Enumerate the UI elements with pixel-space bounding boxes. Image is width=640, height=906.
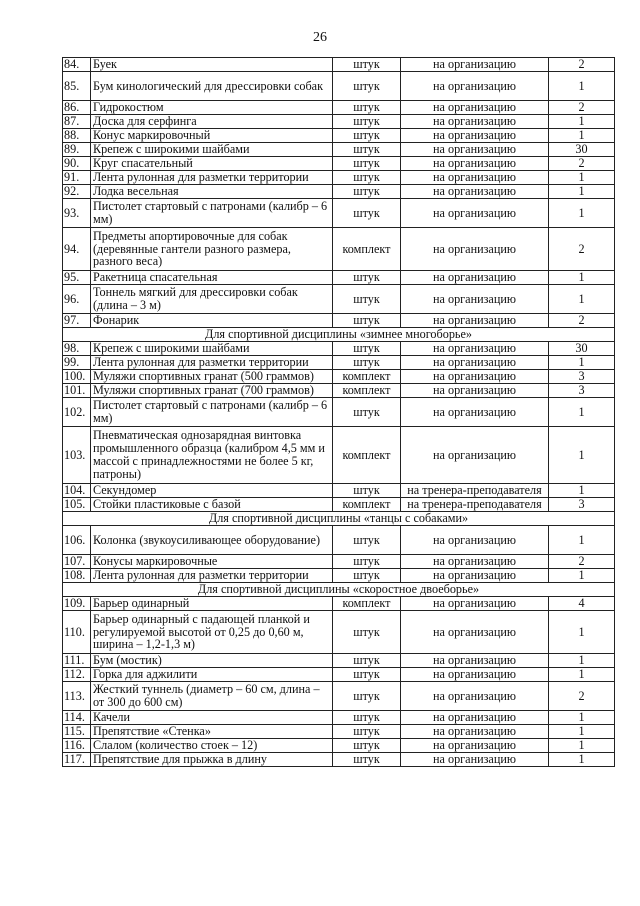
accounting-unit: на организацию — [401, 314, 549, 328]
row-number: 100. — [63, 370, 91, 384]
accounting-unit: на организацию — [401, 753, 549, 767]
item-name: Жесткий туннель (диаметр – 60 см, длина – от 300 до 600 см) — [91, 682, 333, 711]
unit-of-measure: штук — [333, 342, 401, 356]
accounting-unit: на организацию — [401, 555, 549, 569]
row-number: 105. — [63, 498, 91, 512]
accounting-unit: на организацию — [401, 199, 549, 228]
item-name: Пневматическая однозарядная винтовка промышленного образца (калибром 4,5 мм и массой с принадлежностями не более 5 кг, патроны) — [91, 427, 333, 484]
item-name: Муляжи спортивных гранат (700 граммов) — [91, 384, 333, 398]
row-number: 107. — [63, 555, 91, 569]
item-name: Пистолет стартовый с патронами (калибр – 6 мм) — [91, 199, 333, 228]
quantity: 1 — [549, 398, 615, 427]
quantity: 1 — [549, 654, 615, 668]
item-name: Лента рулонная для разметки территории — [91, 171, 333, 185]
unit-of-measure: штук — [333, 143, 401, 157]
equipment-table — [62, 57, 615, 767]
unit-of-measure: штук — [333, 157, 401, 171]
row-number: 104. — [63, 484, 91, 498]
row-number: 109. — [63, 597, 91, 611]
accounting-unit: на организацию — [401, 171, 549, 185]
table-row — [63, 157, 615, 171]
unit-of-measure: штук — [333, 115, 401, 129]
table-row — [63, 228, 615, 271]
item-name: Конус маркировочный — [91, 129, 333, 143]
row-number: 106. — [63, 526, 91, 555]
row-number: 84. — [63, 58, 91, 72]
table-row — [63, 356, 615, 370]
quantity: 2 — [549, 682, 615, 711]
table-row — [63, 526, 615, 555]
accounting-unit: на тренера-преподавателя — [401, 498, 549, 512]
table-row — [63, 185, 615, 199]
item-name: Лента рулонная для разметки территории — [91, 569, 333, 583]
quantity: 3 — [549, 370, 615, 384]
unit-of-measure: штук — [333, 72, 401, 101]
row-number: 87. — [63, 115, 91, 129]
table-row — [63, 398, 615, 427]
accounting-unit: на организацию — [401, 427, 549, 484]
item-name: Ракетница спасательная — [91, 271, 333, 285]
accounting-unit: на тренера-преподавателя — [401, 484, 549, 498]
quantity: 4 — [549, 597, 615, 611]
unit-of-measure: штук — [333, 526, 401, 555]
unit-of-measure: штук — [333, 682, 401, 711]
unit-of-measure: штук — [333, 668, 401, 682]
unit-of-measure: штук — [333, 725, 401, 739]
unit-of-measure: штук — [333, 753, 401, 767]
table-row — [63, 58, 615, 72]
item-name: Круг спасательный — [91, 157, 333, 171]
row-number: 110. — [63, 611, 91, 654]
item-name: Стойки пластиковые с базой — [91, 498, 333, 512]
quantity: 1 — [549, 611, 615, 654]
table-row — [63, 143, 615, 157]
accounting-unit: на организацию — [401, 228, 549, 271]
quantity: 1 — [549, 725, 615, 739]
unit-of-measure: штук — [333, 314, 401, 328]
quantity: 1 — [549, 356, 615, 370]
accounting-unit: на организацию — [401, 356, 549, 370]
item-name: Конусы маркировочные — [91, 555, 333, 569]
unit-of-measure: штук — [333, 285, 401, 314]
unit-of-measure: штук — [333, 101, 401, 115]
table-row — [63, 739, 615, 753]
item-name: Фонарик — [91, 314, 333, 328]
accounting-unit: на организацию — [401, 398, 549, 427]
table-row — [63, 101, 615, 115]
quantity: 2 — [549, 228, 615, 271]
table-row — [63, 569, 615, 583]
unit-of-measure: комплект — [333, 498, 401, 512]
unit-of-measure: штук — [333, 555, 401, 569]
accounting-unit: на организацию — [401, 285, 549, 314]
table-row — [63, 484, 615, 498]
table-row — [63, 72, 615, 101]
unit-of-measure: штук — [333, 199, 401, 228]
quantity: 2 — [549, 58, 615, 72]
quantity: 2 — [549, 101, 615, 115]
table-row — [63, 725, 615, 739]
row-number: 113. — [63, 682, 91, 711]
item-name: Барьер одинарный — [91, 597, 333, 611]
table-row — [63, 115, 615, 129]
accounting-unit: на организацию — [401, 682, 549, 711]
row-number: 89. — [63, 143, 91, 157]
unit-of-measure: комплект — [333, 427, 401, 484]
row-number: 86. — [63, 101, 91, 115]
item-name: Доска для серфинга — [91, 115, 333, 129]
quantity: 1 — [549, 72, 615, 101]
quantity: 1 — [549, 129, 615, 143]
item-name: Барьер одинарный с падающей планкой и регулируемой высотой от 0,25 до 0,60 м, ширина – 1,2-1,3 м) — [91, 611, 333, 654]
section-header-row — [63, 328, 615, 342]
accounting-unit: на организацию — [401, 711, 549, 725]
accounting-unit: на организацию — [401, 115, 549, 129]
table-row — [63, 611, 615, 654]
accounting-unit: на организацию — [401, 384, 549, 398]
accounting-unit: на организацию — [401, 101, 549, 115]
item-name: Гидрокостюм — [91, 101, 333, 115]
quantity: 1 — [549, 185, 615, 199]
table-row — [63, 171, 615, 185]
accounting-unit: на организацию — [401, 725, 549, 739]
accounting-unit: на организацию — [401, 668, 549, 682]
row-number: 117. — [63, 753, 91, 767]
row-number: 102. — [63, 398, 91, 427]
accounting-unit: на организацию — [401, 143, 549, 157]
accounting-unit: на организацию — [401, 185, 549, 199]
quantity: 30 — [549, 342, 615, 356]
quantity: 1 — [549, 484, 615, 498]
item-name: Лента рулонная для разметки территории — [91, 356, 333, 370]
quantity: 3 — [549, 498, 615, 512]
table-row — [63, 555, 615, 569]
unit-of-measure: штук — [333, 611, 401, 654]
table-row — [63, 654, 615, 668]
row-number: 99. — [63, 356, 91, 370]
unit-of-measure: комплект — [333, 228, 401, 271]
item-name: Предметы апортировочные для собак (деревянные гантели разного размера, разного веса) — [91, 228, 333, 271]
table-row — [63, 199, 615, 228]
table-row — [63, 427, 615, 484]
quantity: 2 — [549, 555, 615, 569]
section-title: Для спортивной дисциплины «скоростное двоеборье» — [63, 583, 615, 597]
accounting-unit: на организацию — [401, 72, 549, 101]
quantity: 1 — [549, 115, 615, 129]
item-name: Бум кинологический для дрессировки собак — [91, 72, 333, 101]
unit-of-measure: штук — [333, 58, 401, 72]
row-number: 92. — [63, 185, 91, 199]
section-title: Для спортивной дисциплины «танцы с собаками» — [63, 512, 615, 526]
row-number: 85. — [63, 72, 91, 101]
unit-of-measure: штук — [333, 569, 401, 583]
table-row — [63, 753, 615, 767]
accounting-unit: на организацию — [401, 597, 549, 611]
table-row — [63, 597, 615, 611]
item-name: Буек — [91, 58, 333, 72]
quantity: 3 — [549, 384, 615, 398]
table-row — [63, 129, 615, 143]
equipment-table-body — [63, 58, 615, 767]
section-header-row — [63, 512, 615, 526]
quantity: 1 — [549, 171, 615, 185]
unit-of-measure: штук — [333, 171, 401, 185]
accounting-unit: на организацию — [401, 370, 549, 384]
quantity: 1 — [549, 739, 615, 753]
accounting-unit: на организацию — [401, 271, 549, 285]
row-number: 111. — [63, 654, 91, 668]
unit-of-measure: комплект — [333, 384, 401, 398]
accounting-unit: на организацию — [401, 739, 549, 753]
row-number: 97. — [63, 314, 91, 328]
quantity: 1 — [549, 285, 615, 314]
accounting-unit: на организацию — [401, 157, 549, 171]
quantity: 1 — [549, 711, 615, 725]
quantity: 1 — [549, 271, 615, 285]
row-number: 94. — [63, 228, 91, 271]
unit-of-measure: штук — [333, 129, 401, 143]
quantity: 1 — [549, 668, 615, 682]
table-row — [63, 271, 615, 285]
row-number: 96. — [63, 285, 91, 314]
item-name: Горка для аджилити — [91, 668, 333, 682]
row-number: 93. — [63, 199, 91, 228]
unit-of-measure: штук — [333, 185, 401, 199]
row-number: 90. — [63, 157, 91, 171]
item-name: Секундомер — [91, 484, 333, 498]
table-row — [63, 668, 615, 682]
section-title: Для спортивной дисциплины «зимнее многоборье» — [63, 328, 615, 342]
table-row — [63, 314, 615, 328]
unit-of-measure: штук — [333, 654, 401, 668]
item-name: Качели — [91, 711, 333, 725]
table-row — [63, 498, 615, 512]
table-row — [63, 370, 615, 384]
row-number: 115. — [63, 725, 91, 739]
row-number: 101. — [63, 384, 91, 398]
quantity: 1 — [549, 753, 615, 767]
accounting-unit: на организацию — [401, 129, 549, 143]
unit-of-measure: штук — [333, 739, 401, 753]
quantity: 1 — [549, 569, 615, 583]
accounting-unit: на организацию — [401, 58, 549, 72]
item-name: Слалом (количество стоек – 12) — [91, 739, 333, 753]
item-name: Бум (мостик) — [91, 654, 333, 668]
quantity: 2 — [549, 314, 615, 328]
unit-of-measure: штук — [333, 484, 401, 498]
table-row — [63, 711, 615, 725]
table-row — [63, 384, 615, 398]
item-name: Крепеж с широкими шайбами — [91, 143, 333, 157]
item-name: Тоннель мягкий для дрессировки собак (длина – 3 м) — [91, 285, 333, 314]
unit-of-measure: штук — [333, 711, 401, 725]
row-number: 108. — [63, 569, 91, 583]
accounting-unit: на организацию — [401, 611, 549, 654]
quantity: 30 — [549, 143, 615, 157]
quantity: 1 — [549, 427, 615, 484]
item-name: Пистолет стартовый с патронами (калибр – 6 мм) — [91, 398, 333, 427]
unit-of-measure: штук — [333, 271, 401, 285]
item-name: Препятствие «Стенка» — [91, 725, 333, 739]
accounting-unit: на организацию — [401, 342, 549, 356]
quantity: 1 — [549, 526, 615, 555]
page-number: 26 — [313, 30, 327, 45]
table-row — [63, 682, 615, 711]
unit-of-measure: штук — [333, 356, 401, 370]
item-name: Препятствие для прыжка в длину — [91, 753, 333, 767]
quantity: 1 — [549, 199, 615, 228]
unit-of-measure: штук — [333, 398, 401, 427]
item-name: Лодка весельная — [91, 185, 333, 199]
row-number: 88. — [63, 129, 91, 143]
row-number: 91. — [63, 171, 91, 185]
row-number: 103. — [63, 427, 91, 484]
row-number: 114. — [63, 711, 91, 725]
row-number: 95. — [63, 271, 91, 285]
unit-of-measure: комплект — [333, 370, 401, 384]
accounting-unit: на организацию — [401, 569, 549, 583]
item-name: Колонка (звукоусиливающее оборудование) — [91, 526, 333, 555]
table-row — [63, 285, 615, 314]
quantity: 2 — [549, 157, 615, 171]
section-header-row — [63, 583, 615, 597]
accounting-unit: на организацию — [401, 526, 549, 555]
row-number: 112. — [63, 668, 91, 682]
unit-of-measure: комплект — [333, 597, 401, 611]
row-number: 98. — [63, 342, 91, 356]
item-name: Муляжи спортивных гранат (500 граммов) — [91, 370, 333, 384]
row-number: 116. — [63, 739, 91, 753]
accounting-unit: на организацию — [401, 654, 549, 668]
table-row — [63, 342, 615, 356]
item-name: Крепеж с широкими шайбами — [91, 342, 333, 356]
